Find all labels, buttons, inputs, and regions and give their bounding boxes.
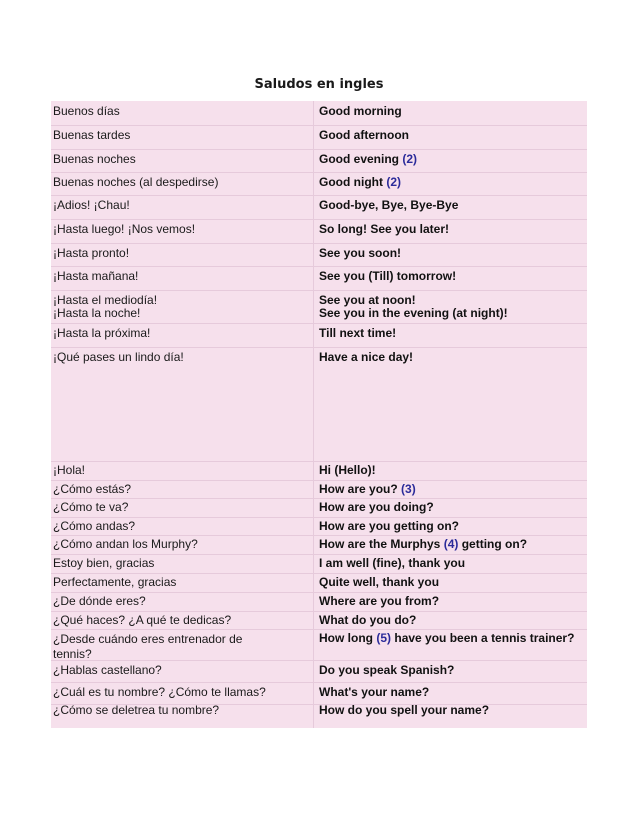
footnote-ref: (3) [401, 482, 416, 496]
spanish-phrase: Buenos días [53, 104, 120, 118]
spanish-line: ¡Hasta el mediodía! [53, 293, 158, 307]
english-phrase [319, 223, 587, 236]
table-row [51, 535, 587, 555]
footnote-ref: (2) [386, 175, 401, 189]
english-phrase [319, 129, 587, 142]
english-phrase [319, 247, 587, 260]
english-line: See you at noon! [319, 293, 416, 307]
english-text: Till next time! [319, 326, 397, 340]
english-text: So long! See you later! [319, 222, 450, 236]
english-text: I am well (fine), thank you [319, 556, 466, 570]
english-line: See you in the evening (at night)! [319, 306, 508, 320]
english-text: How are you? [319, 482, 398, 496]
english-phrase [319, 270, 587, 283]
english-phrase [319, 614, 587, 627]
spanish-phrase: ¿Cómo estás? [53, 482, 132, 496]
spanish-phrase: ¿Cómo andan los Murphy? [53, 537, 198, 551]
footnote-ref: (2) [402, 152, 418, 166]
spanish-phrase: ¿Qué haces? ¿A qué te dedicas? [53, 613, 232, 627]
spanish-phrase: Buenas noches [53, 152, 136, 166]
english-text: How are the Murphys [319, 537, 441, 551]
table-row [51, 219, 587, 244]
table-row [51, 243, 587, 267]
english-phrase [319, 464, 587, 477]
spanish-phrase: ¡Hola! [53, 463, 86, 477]
english-text: Good evening [319, 152, 400, 166]
english-phrase [319, 595, 587, 608]
english-text: See you soon! [319, 246, 402, 260]
table-row [51, 290, 587, 324]
english-text: How are you getting on? [319, 519, 459, 533]
table-row [51, 347, 587, 462]
table-row [51, 629, 587, 661]
english-text-tail: have you been a tennis trainer? [394, 631, 575, 645]
english-text: Do you speak Spanish? [319, 663, 455, 677]
spanish-phrase: Buenas noches (al despedirse) [53, 175, 219, 189]
footnote-ref: (4) [443, 537, 459, 551]
spanish-phrase: Perfectamente, gracias [53, 575, 177, 589]
table-row [51, 266, 587, 291]
spanish-phrase: ¡Qué pases un lindo día! [53, 350, 184, 364]
table-row [51, 480, 587, 499]
english-text: See you (Till) tomorrow! [319, 269, 457, 283]
english-phrase [319, 351, 587, 364]
table-row [51, 554, 587, 574]
spanish-phrase: ¡Hasta luego! ¡Nos vemos! [53, 222, 196, 236]
english-text: Good afternoon [319, 128, 409, 142]
english-text: Hi (Hello)! [319, 463, 376, 477]
spanish-phrase: Estoy bien, gracias [53, 556, 155, 570]
spanish-phrase: ¿De dónde eres? [53, 594, 146, 608]
spanish-phrase: Buenas tardes [53, 128, 131, 142]
table-row [51, 517, 587, 536]
table-row [51, 149, 587, 173]
english-phrase [319, 704, 587, 717]
table-row [51, 704, 587, 728]
english-phrase [319, 105, 587, 118]
spanish-phrase: ¿Cuál es tu nombre? ¿Cómo te llamas? [53, 685, 266, 699]
spanish-phrase: ¡Hasta la próxima! [53, 326, 151, 340]
spanish-phrase: ¿Cómo se deletrea tu nombre? [53, 703, 220, 717]
english-phrase [319, 576, 587, 589]
english-phrase [319, 483, 587, 496]
english-phrase [319, 501, 587, 514]
english-text: Quite well, thank you [319, 575, 440, 589]
table-row [51, 461, 587, 481]
spanish-line: ¡Hasta la noche! [53, 306, 141, 320]
table-row [51, 660, 587, 683]
table-row [51, 682, 587, 705]
table-row [51, 101, 587, 126]
english-text: Good-bye, Bye, Bye-Bye [319, 198, 459, 212]
spanish-phrase: ¡Adios! ¡Chau! [53, 198, 130, 212]
spanish-phrase: ¡Hasta mañana! [53, 269, 139, 283]
table-row [51, 498, 587, 518]
table-row [51, 195, 587, 220]
english-text: What's your name? [319, 685, 430, 699]
spanish-phrase: ¿Cómo andas? [53, 519, 136, 533]
page-title: Saludos en ingles [254, 77, 384, 92]
table-row [51, 172, 587, 196]
english-text-tail: getting on? [461, 537, 528, 551]
english-phrase [319, 557, 587, 570]
table-row [51, 592, 587, 612]
english-phrase [319, 327, 587, 340]
english-phrase [319, 153, 587, 166]
english-text: How long [319, 631, 373, 645]
english-phrase [319, 520, 587, 533]
table-row [51, 323, 587, 348]
table-row [51, 573, 587, 593]
spanish-phrase: ¿Cómo te va? [53, 500, 129, 514]
greetings-table [51, 101, 587, 728]
english-text: Good night [319, 175, 383, 189]
english-text: How do you spell your name? [319, 703, 490, 717]
english-text: Have a nice day! [319, 350, 414, 364]
english-phrase [319, 294, 587, 320]
table-row [51, 125, 587, 150]
footnote-ref: (5) [376, 631, 392, 645]
english-phrase [319, 199, 587, 212]
english-text: Where are you from? [319, 594, 440, 608]
table-row [51, 611, 587, 630]
english-text: How are you doing? [319, 500, 434, 514]
english-phrase [319, 664, 587, 677]
spanish-phrase [53, 294, 308, 320]
english-phrase [319, 686, 587, 699]
spanish-phrase: ¿Desde cuándo eres entrenador de tennis? [53, 632, 243, 661]
spanish-phrase: ¡Hasta pronto! [53, 246, 130, 260]
spanish-phrase: ¿Hablas castellano? [53, 663, 162, 677]
english-phrase [319, 538, 587, 551]
english-text: Good morning [319, 104, 402, 118]
english-phrase [319, 176, 587, 189]
english-text: What do you do? [319, 613, 417, 627]
english-phrase [319, 632, 587, 645]
